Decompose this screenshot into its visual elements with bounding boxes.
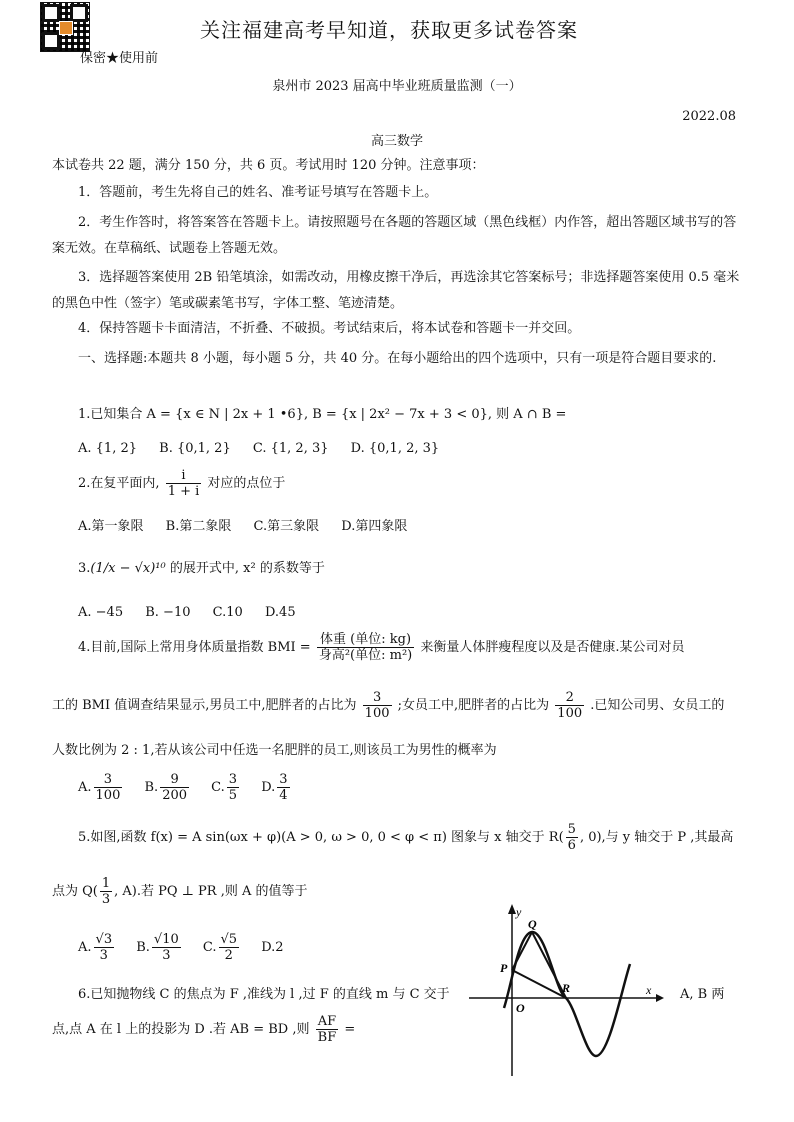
q3-option-d[interactable]: D.45 [264,605,296,620]
question-5-line-1: 5.如图,函数 f(x) = A sin(ωx + φ)(A > 0, ω > 0, 0 < φ < π) 图象与 x 轴交于 R( $\frac{5}{6}$ , 0),与 y 轴交于 P ,其最高 [78,822,734,853]
q3-option-b[interactable]: B. −10 [145,605,191,620]
y-axis-arrow [508,904,516,914]
q6-ratio-num: AF [316,1014,339,1030]
label-r: R [562,981,571,995]
x-axis-arrow [656,994,664,1002]
q6-ratio-fraction [316,1014,339,1045]
q5-c-den: 2 [224,948,233,963]
label-p: P [500,961,508,975]
q4-option-a-fraction [94,772,123,803]
q4-line2-prefix: 工的 BMI 值调查结果显示,男员工中,肥胖者的占比为 [52,698,357,713]
q4-option-d-label: D. [261,780,276,795]
question-5-options [78,932,284,963]
question-3-options [78,604,314,622]
q2-option-c[interactable]: C.第三象限 [253,519,320,534]
q5-option-b-fraction [152,932,181,963]
q4-a-num: 3 [94,772,123,788]
instruction-3: 3．选择题答案使用 2B 铅笔填涂，如需改动，用橡皮擦干净后，再选涂其它答案标号；非选择题答案使用 0.5 毫米的黑色中性（签字）笔或碳素笔书写，字体工整、笔迹清楚。 [52,270,740,311]
question-5-line-2 [52,876,308,907]
q4-line1-suffix: 来衡量人体胖瘦程度以及是否健康.某公司对员 [420,640,685,655]
instruction-4: 4．保持答题卡卡面清洁，不折叠、不破损。考试结束后，将本试卷和答题卡一并交回。 [78,321,581,336]
q5-option-a-fraction [94,932,115,963]
label-o: O [516,1001,525,1015]
question-4-line-2 [52,690,724,721]
instructions-intro: 本试卷共 22 题，满分 150 分，共 6 页。考试用时 120 分钟。注意事项： [52,158,485,173]
q4-option-c-label: C. [211,780,225,795]
q5-option-b-label: B. [136,940,150,955]
q3-expression: (1/x − √x)¹⁰ [90,561,166,576]
label-y: y [516,905,522,919]
q4-option-a-label: A. [78,780,92,795]
q4-option-c-fraction [227,772,239,803]
q4-female-num: 2 [555,690,584,706]
question-4-line-3: 人数比例为 2 : 1,若从该公司中任选一名肥胖的员工,则该员工为男性的概率为 [52,743,497,758]
q4-c-den: 5 [228,788,238,803]
q5-q-den: 3 [101,892,111,907]
q4-female-den: 100 [557,706,583,721]
q5-line1-suffix: , 0),与 y 轴交于 P ,其最高 [579,830,734,845]
q5-r-den: 6 [567,838,576,853]
segment-pq [512,932,532,970]
q5-r-fraction [566,822,578,853]
q5-line2-suffix: , A).若 PQ ⊥ PR ,则 A 的值等于 [114,884,308,899]
q4-male-fraction [363,690,392,721]
q5-r-num: 5 [567,822,576,837]
q5-line1-prefix: 5.如图,函数 f(x) = A sin(ωx + φ)(A > 0, ω > 0, 0 < φ < π) 图象与 x 轴交于 R [78,830,559,845]
q4-option-b-fraction [160,772,189,803]
q6-line2-prefix: 点,点 A 在 l 上的投影为 D .若 AB = BD ,则 [52,1022,310,1037]
q2-fraction [166,468,202,499]
q5-b-den: 3 [162,948,171,963]
q4-male-num: 3 [363,690,392,706]
q2-option-a[interactable]: A.第一象限 [78,519,144,534]
q4-d-num: 3 [279,772,288,787]
q4-option-a[interactable] [78,772,124,803]
q3-option-c[interactable]: C.10 [212,605,243,620]
question-1-options [78,440,457,458]
q2-option-b[interactable]: B.第二象限 [165,519,232,534]
question-3-stem [78,560,325,578]
q5-q-fraction [100,876,112,907]
question-2-stem [78,468,285,499]
promo-banner: 关注福建高考早知道，获取更多试卷答案 [200,18,578,42]
label-q: Q [528,917,537,931]
q5-option-c[interactable] [202,932,241,963]
question-6-line-2 [52,1014,355,1045]
q5-c-num: √5 [220,932,238,947]
q5-option-c-fraction [219,932,240,963]
instruction-1: 1．答题前，考生先将自己的姓名、准考证号填写在答题卡上。 [78,185,438,200]
q4-prefix: 4.目前,国际上常用身体质量指数 BMI = [78,640,311,655]
q5-option-d[interactable]: D.2 [261,940,284,955]
q2-denominator: 1 + i [167,484,200,499]
q1-option-a[interactable]: A. {1, 2} [78,441,138,456]
q4-bmi-numerator: 体重 (单位: kg) [317,632,414,648]
q4-option-d[interactable] [261,772,291,803]
q1-option-c[interactable]: C. {1, 2, 3} [252,441,329,456]
question-4-options [78,772,292,803]
q4-line2-suffix: .已知公司男、女员工的 [590,698,725,713]
q5-option-a[interactable] [78,932,116,963]
q4-option-c[interactable] [211,772,241,803]
sine-graph-figure [464,898,664,1078]
q6-ratio-den: BF [317,1030,337,1045]
q2-suffix: 对应的点位于 [207,476,286,491]
exam-title: 泉州市 2023 届高中毕业班质量监测（一） [272,79,522,94]
question-6-line-1: 6.已知抛物线 C 的焦点为 F ,准线为 l ,过 F 的直线 m 与 C 交于 [78,987,450,1002]
q4-c-num: 3 [228,772,238,787]
q4-option-b-label: B. [144,780,159,795]
q4-bmi-fraction [317,632,414,663]
question-4-line-1 [78,632,685,663]
qr-code-icon[interactable] [40,2,90,52]
q5-line2-prefix: 点为 Q( [52,884,98,899]
q4-d-den: 4 [279,788,288,803]
q5-b-num: √10 [153,932,179,947]
q4-female-fraction [555,690,584,721]
instruction-2: 2．考生作答时，将答案答在答题卡上。请按照题号在各题的答题区域（黑色线框）内作答，超出答题区域书写的答案无效。在草稿纸、试题卷上答题无效。 [52,215,737,256]
q5-a-den: 3 [99,948,108,963]
q3-option-a[interactable]: A. −45 [78,605,124,620]
q4-b-num: 9 [160,772,189,788]
q5-option-b[interactable] [136,932,183,963]
question-2-options [78,518,425,536]
q2-prefix: 2.在复平面内, [78,476,160,491]
exam-date: 2022.08 [682,109,736,124]
question-1-stem: 1.已知集合 A = {x ∈ N | 2x + 1 •6}, B = {x | 2x² − 7x + 3 < 0}, 则 A ∩ B = [78,407,567,422]
q5-option-a-label: A. [78,940,92,955]
q4-a-den: 100 [95,788,121,803]
question-6-line-1-tail: A, B 两 [680,987,725,1002]
q5-q-num: 1 [101,876,111,891]
q4-line2-middle: ;女员工中,肥胖者的占比为 [397,698,550,713]
q4-male-den: 100 [364,706,390,721]
q4-option-d-fraction [277,772,289,803]
subject-title: 高三数学 [370,134,423,149]
label-x: x [646,983,652,997]
confidential-mark: 保密★使用前 [80,51,159,66]
q4-option-b[interactable] [144,772,192,803]
section-heading: 一、选择题:本题共 8 小题，每小题 5 分，共 40 分。在每小题给出的四个选项中，只有一项是符合题目要求的. [78,351,717,366]
q1-option-b[interactable]: B. {0,1, 2} [159,441,231,456]
q6-line2-suffix: = [344,1022,356,1037]
q5-a-num: √3 [95,932,113,947]
q2-numerator: i [166,468,202,484]
q5-option-c-label: C. [202,940,217,955]
q3-suffix: 的展开式中, x² 的系数等于 [169,561,325,576]
q2-option-d[interactable]: D.第四象限 [341,519,408,534]
q4-b-den: 200 [162,788,188,803]
q3-prefix: 3. [78,561,91,576]
q1-option-d[interactable]: D. {0,1, 2, 3} [350,441,440,456]
q4-bmi-denominator: 身高²(单位: m²) [318,648,413,663]
